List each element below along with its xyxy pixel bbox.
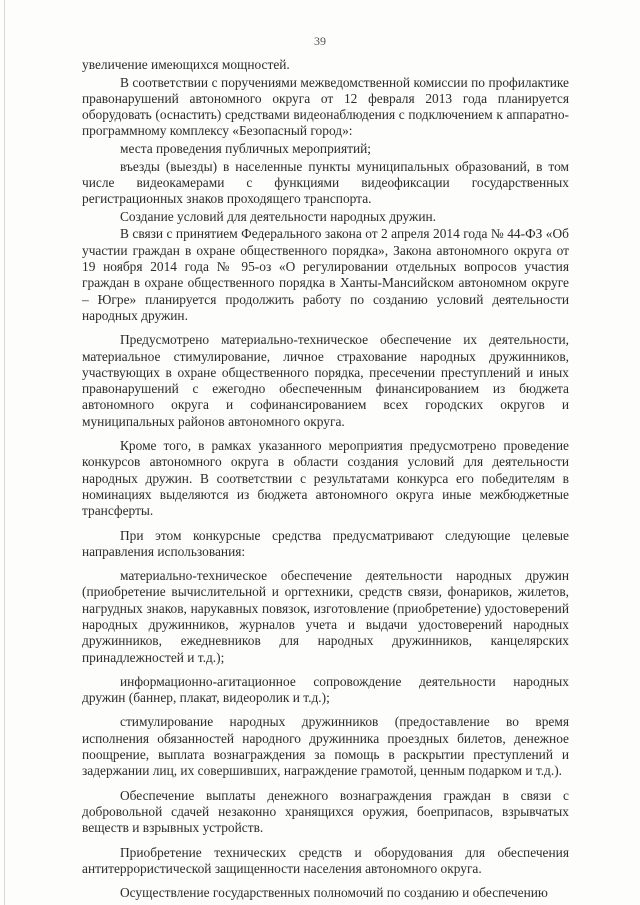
list-item-material-technical: материально-техническое обеспечение деятельности народных дружин (приобретение вычислительной и оргтехники, средств связи, фонариков, жилетов, нагрудных знаков, нарукавных повязок, изготовление (приобретение) удостоверений народных дружинников, журналов учета и выдачи удостоверений народных дружинников, ежедневников для народных дружинников, канцелярских принадлежностей и т.д.);	[82, 568, 569, 665]
page-number: 39	[314, 34, 326, 48]
paragraph-contests: Кроме того, в рамках указанного мероприятия предусмотрено проведение конкурсов автономного округа в области создания условий для деятельности народных дружин. В соответствии с результатами конкурса его победителям в номинациях выделяются из бюджета автономного округа иные межбюджетные трансферты.	[82, 438, 569, 519]
paragraph-continuation: увеличение имеющихся мощностей.	[82, 57, 290, 72]
paragraph-state-powers: Осуществление государственных полномочий по созданию и обеспечению	[120, 885, 548, 901]
paragraph-antiterror-equipment: Приобретение технических средств и оборудования для обеспечения антитеррористической защищенности населения автономного округа.	[82, 844, 569, 876]
list-item-public-events: места проведения публичных мероприятий;	[120, 141, 372, 157]
list-item-stimulation: стимулирование народных дружинников (предоставление во время исполнения обязанностей народного дружинника проездных билетов, денежное поощрение, выплата вознаграждения за помощь в раскрытии преступлений и задержании лиц, их совершивших, награждение грамотой, ценным подарком и т.д.).	[82, 714, 569, 779]
document-body	[82, 57, 569, 903]
paragraph-commission-orders: В соответствии с поручениями межведомственной комиссии по профилактике правонарушений автономного округа от 12 февраля 2013 года планируется оборудовать (оснастить) средствами видеонаблюдения с подключением к аппаратно-программному комплексу «Безопасный город»:	[82, 74, 569, 139]
scan-edge-line	[4, 0, 5, 905]
paragraph-weapons-reward: Обеспечение выплаты денежного вознаграждения граждан в связи с добровольной сдачей незаконно хранящихся оружия, боеприпасов, взрывчатых веществ и взрывных устройств.	[82, 787, 569, 836]
paragraph-material-support: Предусмотрено материально-техническое обеспечение их деятельности, материальное стимулирование, личное страхование народных дружинников, участвующих в охране общественного порядка, пресечении преступлений и иных правонарушений с ежегодно обеспеченным финансированием из бюджета автономного округа и софинансированием всех городских округов и муниципальных районов автономного округа.	[82, 332, 569, 429]
list-item-information: информационно-агитационное сопровождение деятельности народных дружин (баннер, плакат, видеоролик и т.д.);	[82, 673, 569, 706]
list-item-entrances: въезды (выезды) в населенные пункты муниципальных образований, в том числе видеокамерами с функциями видеофиксации государственных регистрационных знаков проходящего транспорта.	[82, 158, 569, 207]
paragraph-contest-funds: При этом конкурсные средства предусматривают следующие целевые направления использования:	[82, 527, 569, 559]
paragraph-federal-law: В связи с принятием Федерального закона от 2 апреля 2014 года № 44-ФЗ «Об участии граждан в охране общественного порядка», Закона автономного округа от 19 ноября 2014 года № 95-оз «О регулировании отдельных вопросов участия граждан в охране общественного порядка в Ханты-Мансийском автономном округе – Югре» планируется продолжить работу по созданию условий деятельности народных дружин.	[82, 226, 569, 323]
paragraph-heading-druzhiny: Создание условий для деятельности народных дружин.	[120, 208, 436, 224]
